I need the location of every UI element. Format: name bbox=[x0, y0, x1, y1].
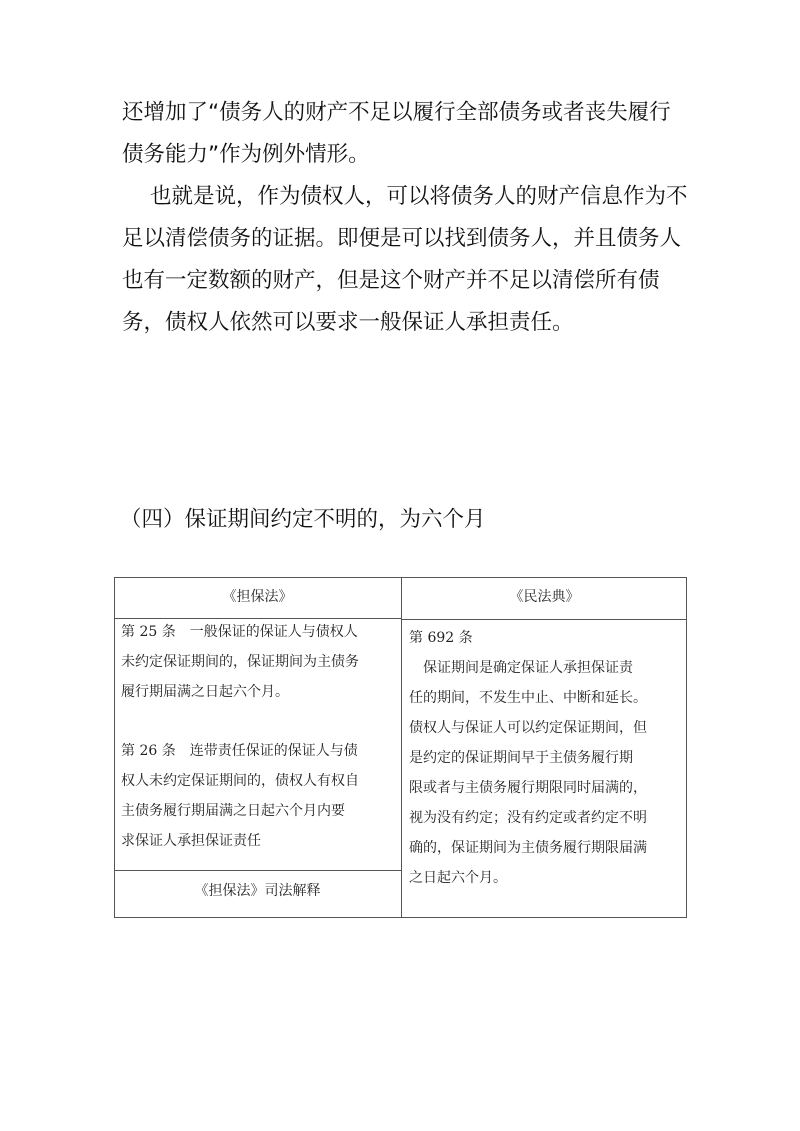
article-line: 之日起六个月。 bbox=[409, 870, 507, 886]
paragraph-line: 债务能力”作为例外情形。 bbox=[122, 142, 370, 167]
article-line: 权人未约定保证期间的，债权人有权自 bbox=[121, 773, 359, 789]
right-article-692 bbox=[409, 623, 647, 893]
paragraph-line: 还增加了“债务人的财产不足以履行全部债务或者丧失履行 bbox=[122, 100, 671, 125]
article-line: 确的，保证期间为主债务履行期限届满 bbox=[409, 840, 647, 856]
article-line: 债权人与保证人可以约定保证期间，但 bbox=[409, 720, 647, 736]
article-line: 第 26 条 连带责任保证的保证人与债 bbox=[121, 743, 358, 759]
left-article-26 bbox=[121, 736, 359, 856]
paragraph-line: 足以清偿债务的证据。即便是可以找到债务人，并且债务人 bbox=[122, 226, 682, 251]
body-paragraph-2 bbox=[122, 176, 692, 344]
article-line: 限或者与主债务履行期限同时届满的， bbox=[409, 780, 647, 796]
left-column-header: 《担保法》 bbox=[222, 589, 293, 605]
article-line: 求保证人承担保证责任 bbox=[121, 833, 261, 849]
section-heading: （四）保证期间约定不明的，为六个月 bbox=[120, 507, 486, 532]
article-title: 第 692 条 bbox=[409, 630, 473, 646]
article-line: 是约定的保证期间早于主债务履行期 bbox=[409, 750, 633, 766]
article-line: 任的期间，不发生中止、中断和延长。 bbox=[409, 690, 647, 706]
article-line: 履行期届满之日起六个月。 bbox=[121, 684, 289, 700]
left-article-25 bbox=[121, 617, 359, 707]
article-line: 未约定保证期间的，保证期间为主债务 bbox=[121, 654, 359, 670]
left-footer-row: 《担保法》司法解释 bbox=[194, 883, 321, 899]
paragraph-line: 也就是说，作为债权人，可以将债务人的财产信息作为不 bbox=[150, 184, 688, 209]
article-line: 主债务履行期届满之日起六个月内要 bbox=[121, 803, 345, 819]
paragraph-line: 务，债权人依然可以要求一般保证人承担责任。 bbox=[122, 310, 574, 335]
comparison-table bbox=[114, 577, 687, 918]
article-line: 保证期间是确定保证人承担保证责 bbox=[409, 660, 633, 676]
article-line: 视为没有约定；没有约定或者约定不明 bbox=[409, 810, 647, 826]
body-paragraph-1 bbox=[122, 92, 692, 176]
right-column-header: 《民法典》 bbox=[509, 589, 580, 605]
paragraph-line: 也有一定数额的财产，但是这个财产并不足以清偿所有债 bbox=[122, 268, 660, 293]
article-line: 第 25 条 一般保证的保证人与债权人 bbox=[121, 624, 358, 640]
